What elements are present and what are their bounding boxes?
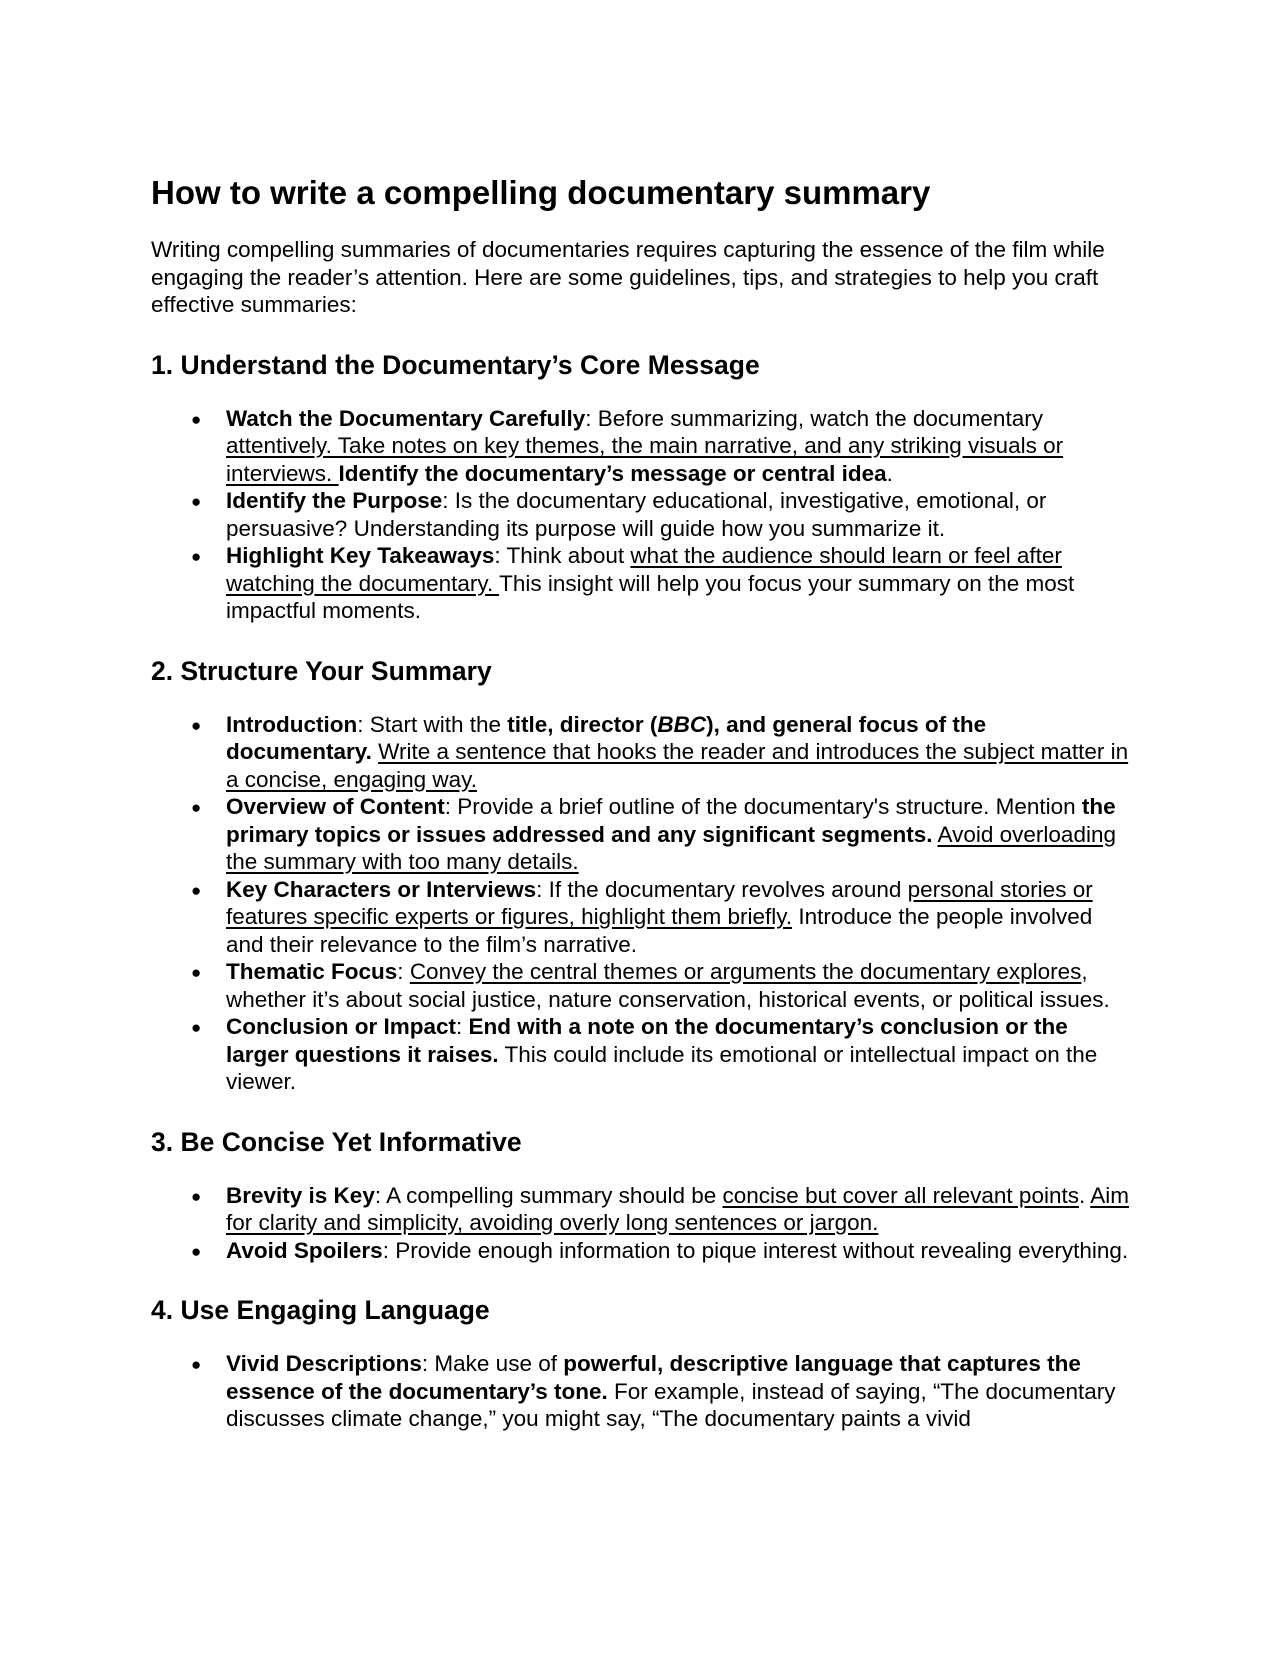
bullet-icon: ● xyxy=(191,409,202,429)
list-item xyxy=(151,487,1131,542)
text-run: BBC xyxy=(657,711,707,737)
document-title: How to write a compelling documentary summary xyxy=(151,174,931,211)
bullet-icon: ● xyxy=(191,1355,202,1374)
document-page xyxy=(151,173,1131,1433)
list-item xyxy=(151,542,1131,625)
section-heading: 2. Structure Your Summary xyxy=(151,655,492,686)
text-run: : Before summarizing, watch the documentary xyxy=(585,405,1043,431)
list-item xyxy=(151,405,1131,488)
text-run: Highlight Key Takeaways xyxy=(226,543,495,568)
text-run: Introduce the people involved and their relevance to the film’s narrative. xyxy=(226,904,1093,957)
text-run: Avoid overloading the summary with too many details. xyxy=(226,821,1116,874)
text-run: ), and general focus of the documentary. xyxy=(226,711,987,764)
text-run: Identify the documentary’s message or central idea xyxy=(338,460,887,486)
text-run: Conclusion or Impact xyxy=(226,1014,457,1039)
text-run: attentively. Take notes on key themes, the main narrative, and any striking visuals or interviews. xyxy=(226,433,1064,486)
text-run: , whether it’s about social justice, nature conservation, historical events, or political issues. xyxy=(226,959,1110,1012)
text-run: Aim for clarity and simplicity, avoiding overly long sentences or jargon. xyxy=(226,1182,1129,1235)
text-run: : Make use of xyxy=(421,1351,564,1376)
bullet-icon: ● xyxy=(191,492,202,511)
text-run: . xyxy=(886,460,893,486)
text-run: personal stories or features specific experts or figures, highlight them briefly. xyxy=(226,876,1093,929)
text-run: : Think about xyxy=(494,543,631,568)
text-run: : xyxy=(456,1014,469,1039)
list-item xyxy=(151,876,1131,959)
text-run: : Is the documentary educational, investigative, emotional, or persuasive? Understanding its purpose will guide how you summarize it. xyxy=(226,488,1047,541)
section-heading: 1. Understand the Documentary’s Core Message xyxy=(151,349,760,380)
list-item xyxy=(151,1182,1131,1237)
text-run: : Start with the xyxy=(357,711,508,737)
bullet-icon: ● xyxy=(191,880,202,900)
list-item xyxy=(151,958,1131,1013)
text-run: Vivid Descriptions xyxy=(226,1351,422,1376)
text-run: title, director ( xyxy=(507,711,658,737)
text-run: Thematic Focus xyxy=(226,959,398,984)
text-run: what the audience should learn or feel after watching the documentary. xyxy=(226,543,1062,596)
text-run: Convey the central themes or arguments the documentary explores xyxy=(409,959,1082,984)
text-run: Avoid Spoilers xyxy=(226,1237,383,1263)
text-run: : If the documentary revolves around xyxy=(536,876,908,902)
text-run: This could include its emotional or intellectual impact on the viewer. xyxy=(226,1041,1098,1094)
bullet-icon: ● xyxy=(191,1186,202,1206)
bullet-list xyxy=(151,711,1131,1096)
list-item xyxy=(151,793,1131,876)
text-run: For example, instead of saying, “The documentary discusses climate change,” you might say, “The documentary paints a vivid xyxy=(226,1378,1116,1431)
bullet-icon: ● xyxy=(191,963,202,982)
intro-paragraph: Writing compelling summaries of documentaries requires capturing the essence of the film while engaging the reader’s attention. Here are some guidelines, tips, and strategies to help you craft effective summaries: xyxy=(151,237,1105,317)
text-run: Overview of Content xyxy=(226,794,445,819)
text-run: Key Characters or Interviews xyxy=(226,876,537,902)
text-run: powerful, descriptive language that captures the essence of the documentary’s tone. xyxy=(226,1351,1081,1404)
text-run: Brevity is Key xyxy=(226,1182,375,1208)
text-run: Write a sentence that hooks the reader and introduces the subject matter in a concise, engaging way. xyxy=(226,739,1129,792)
text-run: Introduction xyxy=(226,711,358,737)
section-heading: 3. Be Concise Yet Informative xyxy=(151,1126,522,1157)
list-item xyxy=(151,1237,1131,1265)
bullet-icon: ● xyxy=(191,1018,202,1037)
text-run: the primary topics or issues addressed and any significant segments. xyxy=(226,794,1116,847)
bullet-icon: ● xyxy=(191,798,202,817)
section-heading: 4. Use Engaging Language xyxy=(151,1295,490,1325)
list-item xyxy=(151,1013,1131,1096)
text-run: This insight will help you focus your summary on the most impactful moments. xyxy=(226,570,1075,623)
bullet-list xyxy=(151,1182,1131,1265)
text-run: Identify the Purpose xyxy=(226,488,443,513)
bullet-list xyxy=(151,405,1131,625)
text-run: . xyxy=(1078,1182,1091,1208)
sections xyxy=(151,349,1131,1433)
list-item xyxy=(151,711,1131,794)
bullet-list xyxy=(151,1350,1131,1433)
text-run: Watch the Documentary Carefully xyxy=(226,405,586,431)
bullet-icon: ● xyxy=(191,1241,202,1261)
text-run: concise but cover all relevant points xyxy=(722,1182,1079,1208)
text-run: : A compelling summary should be xyxy=(374,1182,723,1208)
list-item xyxy=(151,1350,1131,1433)
bullet-icon: ● xyxy=(191,547,202,566)
text-run: : Provide enough information to pique interest without revealing everything. xyxy=(382,1237,1129,1263)
text-run: : Provide a brief outline of the documentary's structure. Mention xyxy=(444,794,1082,819)
text-run: : xyxy=(397,959,410,984)
bullet-icon: ● xyxy=(191,715,202,735)
text-run: End with a note on the documentary’s conclusion or the larger questions it raises. xyxy=(226,1014,1068,1067)
